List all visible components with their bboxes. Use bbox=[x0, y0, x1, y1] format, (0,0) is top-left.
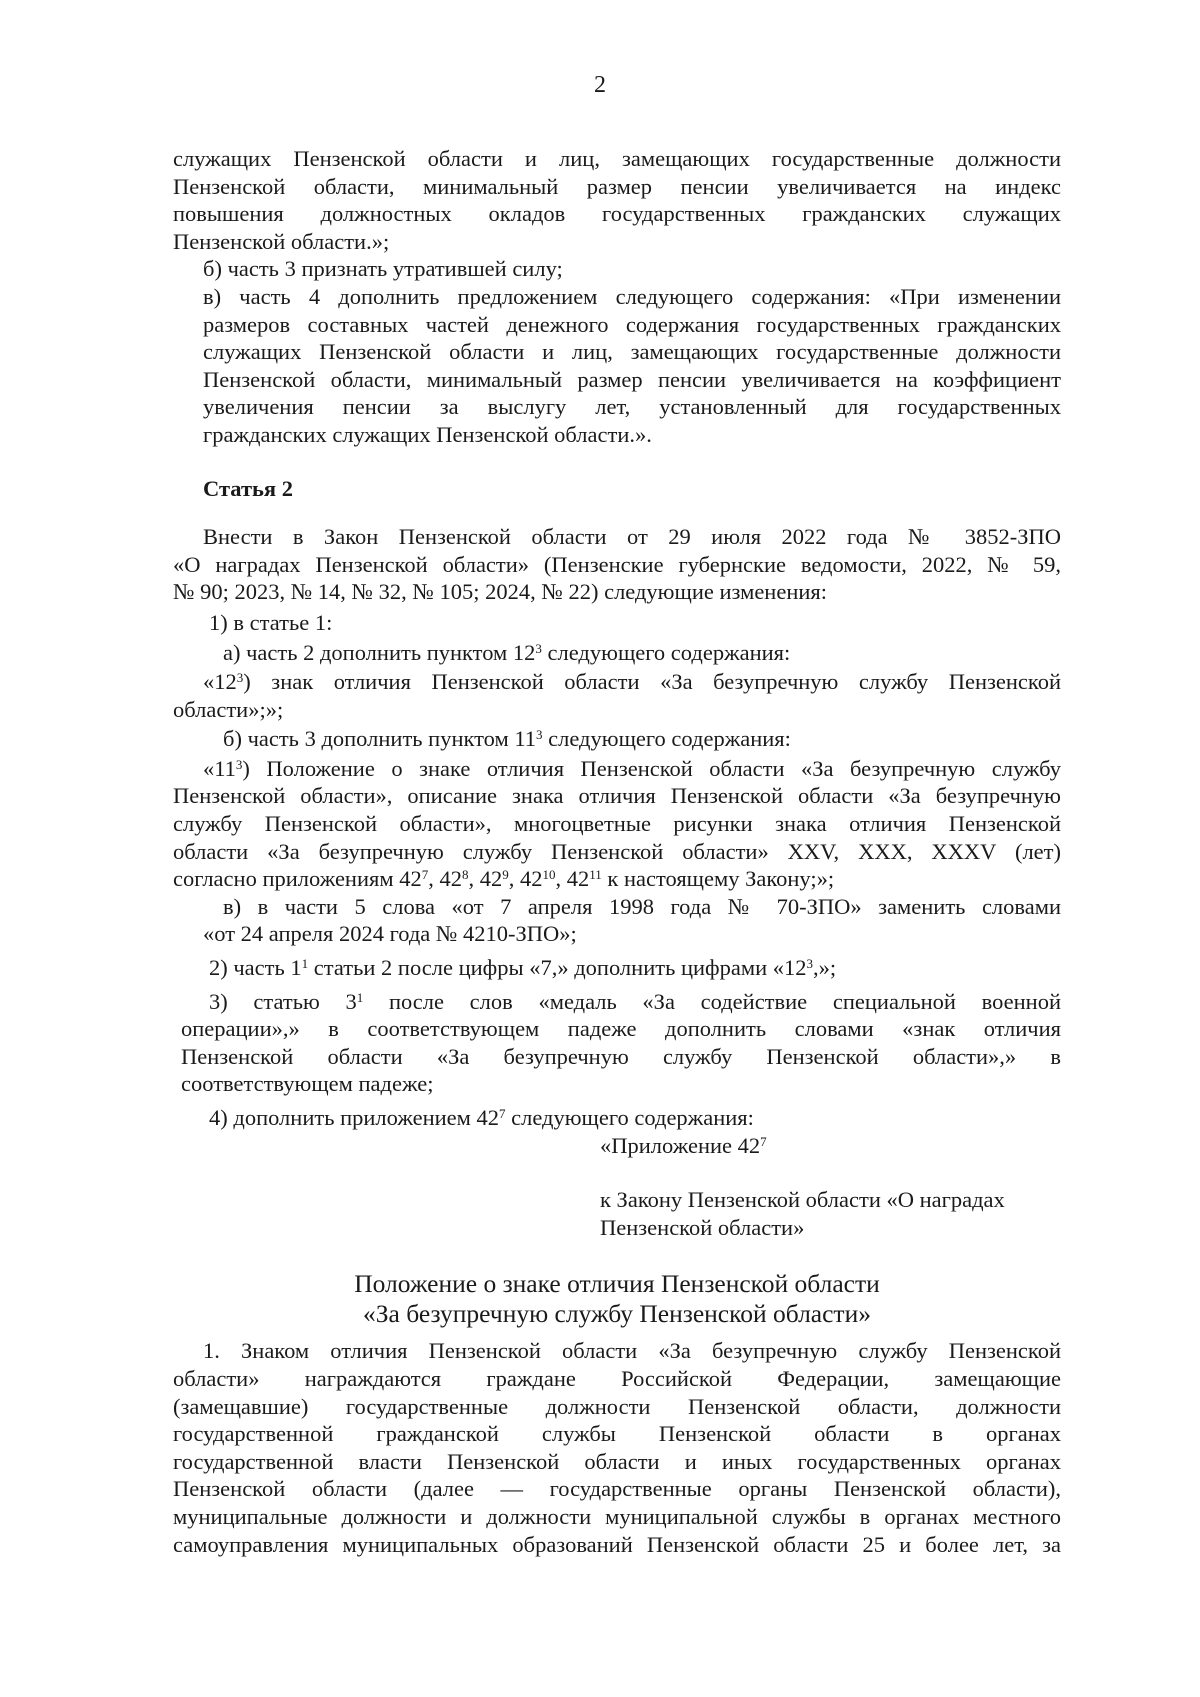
text-line: «$12^3$) знак отличия Пензенской области «За безупречную службу Пензенской bbox=[203, 669, 1061, 695]
appendix-number: «Приложение $42^7$ bbox=[600, 1132, 767, 1158]
text-line: 1. Знаком отличия Пензенской области «За безупречную службу Пензенской bbox=[203, 1338, 1061, 1364]
appendix-law-ref: Пензенской области» bbox=[600, 1214, 805, 1240]
text-line: в) в части 5 слова «от 7 апреля 1998 года № 70-ЗПО» заменить словами bbox=[223, 893, 1061, 919]
document-body bbox=[173, 145, 1061, 1558]
text-line: служащих Пензенской области и лиц, замещающих государственные должности bbox=[173, 146, 1061, 171]
text-line: «от 24 апреля 2024 года № 4210-ЗПО»; bbox=[203, 921, 577, 947]
quote-12-3 bbox=[173, 668, 1061, 723]
text-line: увеличения пенсии за выслугу лет, установленный для государственных bbox=[203, 394, 1061, 420]
item-2: 2) часть $1^1$ статьи 2 после цифры «7,» дополнить цифрами «$12^3$,»; bbox=[209, 955, 837, 981]
page-number: 2 bbox=[594, 72, 606, 98]
title-line: Положение о знаке отличия Пензенской области bbox=[354, 1269, 880, 1299]
text-line: Пензенской области.»; bbox=[173, 228, 390, 254]
item-3 bbox=[173, 988, 1061, 1098]
text-line: (замещавшие) государственные должности Пензенской области, должности bbox=[173, 1393, 1061, 1419]
text-line: государственной гражданской службы Пензенской области в органах bbox=[173, 1421, 1061, 1447]
text-line: в) часть 4 дополнить предложением следующего содержания: «При изменении bbox=[203, 283, 1061, 309]
text-line: «$11^3$) Положение о знаке отличия Пензенской области «За безупречную службу bbox=[203, 755, 1061, 781]
text-line: соответствующем падеже; bbox=[181, 1071, 434, 1097]
text-line: Пензенской области», описание знака отличия Пензенской области «За безупречную bbox=[173, 783, 1061, 809]
text-line: согласно приложениям $42^7$, $42^8$, $42^9$, $42^{10}$, $42^{11}$ к настоящему Закону;»; bbox=[173, 866, 835, 892]
continued-paragraph bbox=[173, 145, 1061, 255]
title-line: «За безупречную службу Пензенской области» bbox=[363, 1299, 871, 1329]
article-heading: Статья 2 bbox=[203, 475, 293, 501]
text-line: службу Пензенской области», многоцветные рисунки знака отличия Пензенской bbox=[173, 811, 1061, 837]
text-line: Пензенской области «За безупречную службу Пензенской области»,» в bbox=[181, 1043, 1061, 1069]
text-line: № 90; 2023, № 14, № 32, № 105; 2024, № 22) следующие изменения: bbox=[173, 579, 828, 605]
text-line: операции»,» в соответствующем падеже дополнить словами «знак отличия bbox=[181, 1016, 1061, 1042]
subitem-b2: б) часть 3 дополнить пунктом $11^3$ следующего содержания: bbox=[223, 726, 791, 752]
text-line: Пензенской области (далее — государственные органы Пензенской области), bbox=[173, 1476, 1061, 1502]
item-4: 4) дополнить приложением $42^7$ следующего содержания: bbox=[209, 1105, 754, 1130]
article-intro bbox=[173, 523, 1061, 606]
subitem-v2 bbox=[173, 893, 1061, 948]
text-line: Внести в Закон Пензенской области от 29 июля 2022 года № 3852-ЗПО bbox=[203, 524, 1061, 550]
text-line: Пензенской области, минимальный размер пенсии увеличивается на индекс bbox=[173, 173, 1061, 199]
text-line: 3) статью $3^1$ после слов «медаль «За содействие специальной военной bbox=[209, 988, 1061, 1014]
text-line: гражданских служащих Пензенской области.». bbox=[203, 421, 652, 447]
item-1: 1) в статье 1: bbox=[209, 609, 333, 635]
appendix-caption bbox=[600, 1132, 1061, 1242]
text-line: повышения должностных окладов государственных гражданских служащих bbox=[173, 201, 1061, 227]
text-line: области» награждаются граждане Российской Федерации, замещающие bbox=[173, 1365, 1061, 1391]
regulation-title bbox=[173, 1269, 1061, 1329]
text-line: области»;»; bbox=[173, 696, 284, 722]
text-line: «О наградах Пензенской области» (Пензенские губернские ведомости, 2022, № 59, bbox=[173, 551, 1061, 577]
section-1 bbox=[173, 1337, 1061, 1558]
text-line: Пензенской области, минимальный размер пенсии увеличивается на коэффициент bbox=[203, 366, 1061, 392]
appendix-law-ref: к Закону Пензенской области «О наградах bbox=[600, 1187, 1005, 1213]
text-line: муниципальные должности и должности муниципальной службы в органах местного bbox=[173, 1503, 1061, 1529]
text-line: государственной власти Пензенской области и иных государственных органах bbox=[173, 1448, 1061, 1474]
quote-11-3 bbox=[173, 755, 1061, 893]
text-line: области «За безупречную службу Пензенской области» XXV, XXX, XXXV (лет) bbox=[173, 838, 1061, 864]
text-line: служащих Пензенской области и лиц, замещающих государственные должности bbox=[203, 339, 1061, 365]
text-line: размеров составных частей денежного содержания государственных гражданских bbox=[203, 311, 1061, 337]
subitem-v bbox=[173, 283, 1061, 449]
subitem-b: б) часть 3 признать утратившей силу; bbox=[203, 256, 563, 282]
text-line: самоуправления муниципальных образований Пензенской области 25 и более лет, за bbox=[173, 1531, 1061, 1557]
subitem-a: а) часть 2 дополнить пунктом $12^3$ следующего содержания: bbox=[223, 639, 791, 665]
